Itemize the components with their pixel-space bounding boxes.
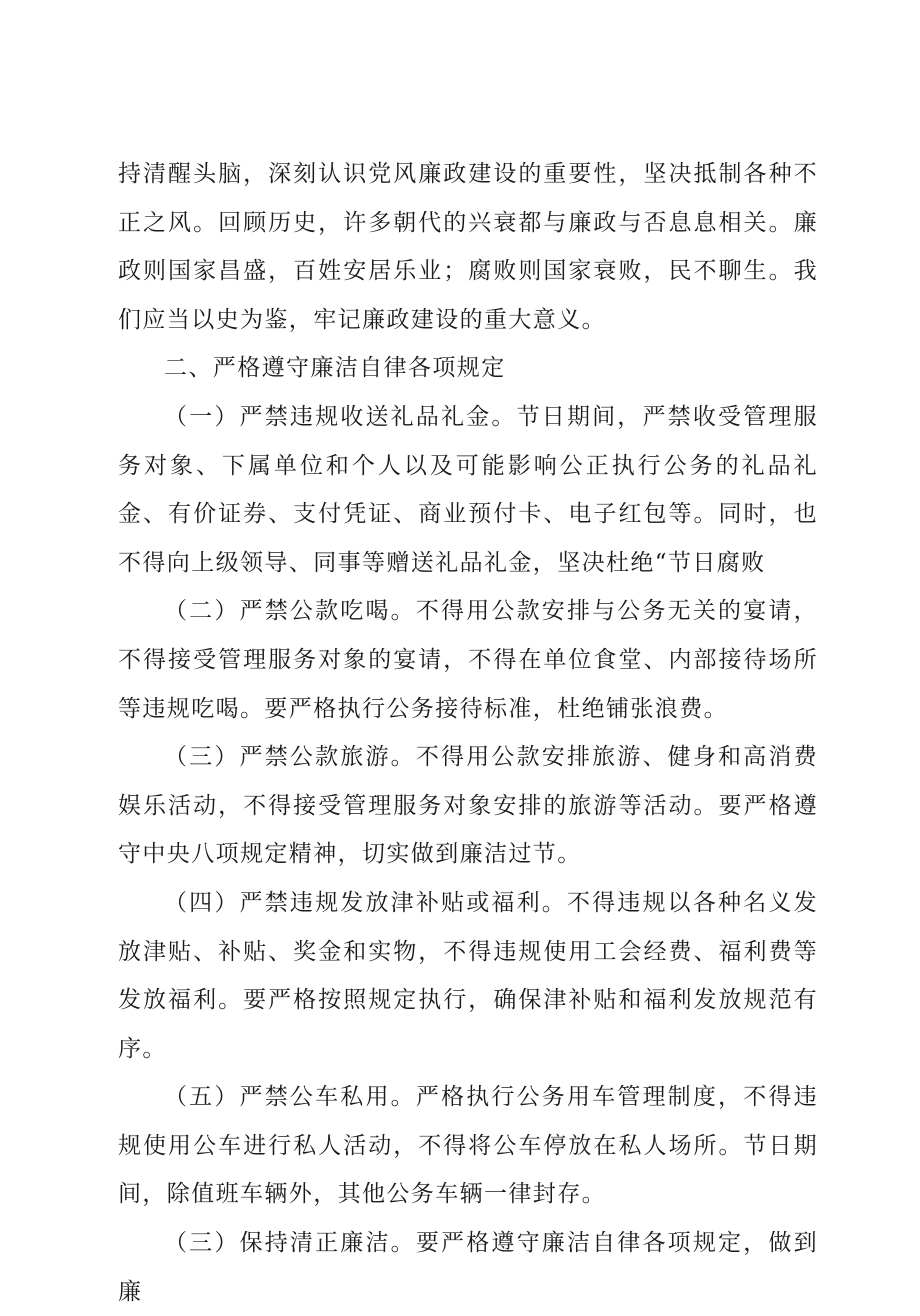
paragraph-intro-continuation: 持清醒头脑，深刻认识党风廉政建设的重要性，坚决抵制各种不正之风。回顾历史，许多朝代的兴衰都与廉政与否息息相关。廉政则国家昌盛，百姓安居乐业；腐败则国家衰败，民不聊生。我们应当以史为鉴，牢记廉政建设的重大意义。 — [118, 161, 818, 333]
section-heading: 二、严格遵守廉洁自律各项规定 — [164, 355, 506, 382]
paragraph-item-5: （五）严禁公车私用。严格执行公务用车管理制度，不得违规使用公车进行私人活动，不得将公车停放在私人场所。节日期间，除值班车辆外，其他公务车辆一律封存。 — [118, 1084, 818, 1208]
paragraph-item-1: （一）严禁违规收送礼品礼金。节日期间，严禁收受管理服务对象、下属单位和个人以及可能影响公正执行公务的礼品礼金、有价证券、支付凭证、商业预付卡、电子红包等。同时，也不得向上级领导、同事等赠送礼品礼金，坚决杜绝“节日腐败 — [118, 403, 818, 576]
document-body — [118, 150, 818, 1316]
paragraph-item-3b: （三）保持清正廉洁。要严格遵守廉洁自律各项规定，做到廉 — [118, 1230, 818, 1305]
paragraph-item-3: （三）严禁公款旅游。不得用公款安排旅游、健身和高消费娱乐活动，不得接受管理服务对象安排的旅游等活动。要严格遵守中央八项规定精神，切实做到廉洁过节。 — [118, 744, 818, 868]
paragraph-item-2: （二）严禁公款吃喝。不得用公款安排与公务无关的宴请，不得接受管理服务对象的宴请，不得在单位食堂、内部接待场所等违规吃喝。要严格执行公务接待标准，杜绝铺张浪费。 — [118, 598, 818, 722]
paragraph-item-4: （四）严禁违规发放津补贴或福利。不得违规以各种名义发放津贴、补贴、奖金和实物，不得违规使用工会经费、福利费等发放福利。要严格按照规定执行，确保津补贴和福利发放规范有序。 — [118, 889, 818, 1062]
